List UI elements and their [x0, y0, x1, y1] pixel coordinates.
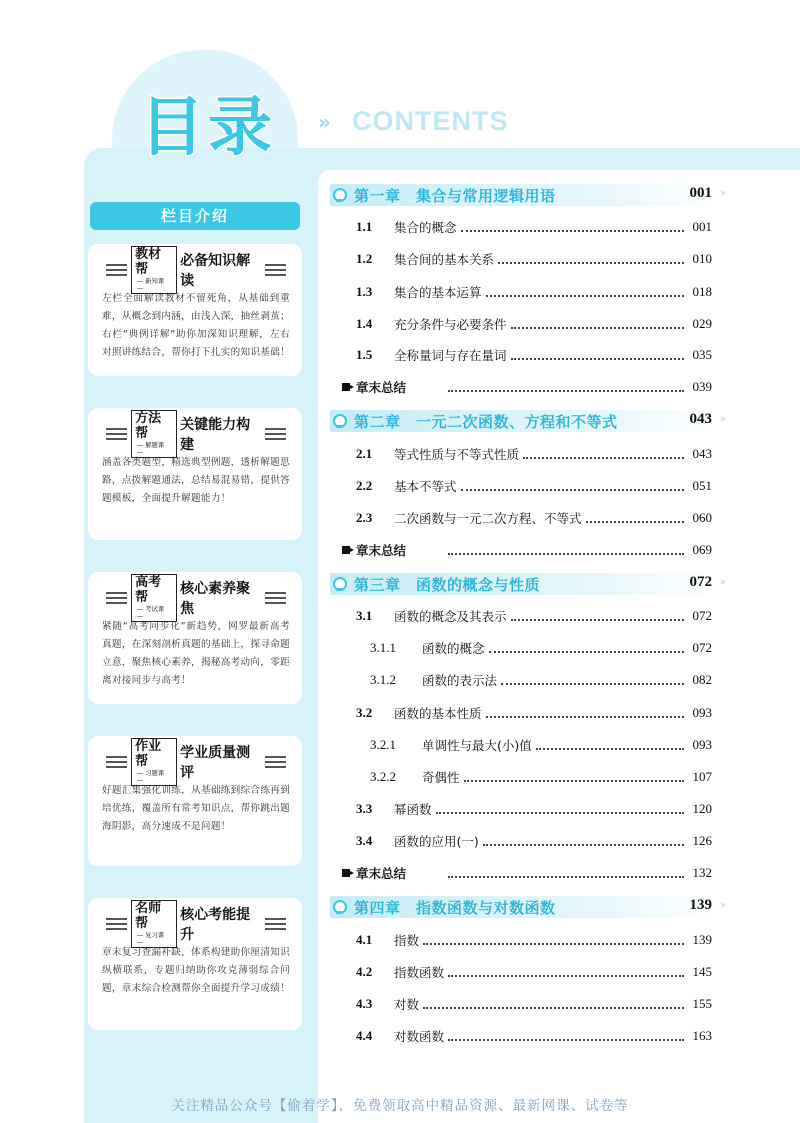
column-tag: 作业帮 — 习题课 —: [131, 738, 177, 786]
toc-entry[interactable]: 1.1 集合的概念 001: [356, 219, 712, 235]
toc-entry[interactable]: 1.2 集合间的基本关系 010: [356, 251, 712, 267]
column-description: 紧随“高考同步化”新趋势，网罗最新高考真题，在深刻剖析真题的基础上，探寻命题立意，聚焦核心素养，揭秘高考动向，零距离对接同步与高考！: [102, 621, 290, 686]
toc-entry[interactable]: 2.2 基本不等式 051: [356, 478, 712, 494]
chapter-title: 第二章 一元二次函数、方程和不等式: [354, 412, 618, 431]
divider-lines-icon: [265, 264, 286, 276]
column-card: [88, 898, 302, 1030]
column-title: 关键能力构建: [180, 417, 251, 453]
toc-entry[interactable]: 3.1.1 函数的概念 072: [370, 640, 712, 656]
divider-lines-icon: [106, 264, 127, 276]
bullet-icon: [342, 546, 350, 554]
column-title: 学业质量测评: [180, 745, 251, 781]
toc-entry[interactable]: 1.3 集合的基本运算 018: [356, 284, 712, 300]
divider-lines-icon: [265, 756, 286, 768]
lightbulb-icon: [330, 896, 348, 918]
chapter-heading[interactable]: [330, 184, 726, 206]
double-chevron-icon: »: [719, 900, 726, 911]
divider-lines-icon: [265, 918, 286, 930]
chapter-title: 第三章 函数的概念与性质: [354, 575, 541, 594]
divider-lines-icon: [265, 592, 286, 604]
toc-entry-summary[interactable]: 章末总结 069: [342, 541, 712, 559]
toc-entry[interactable]: 3.1.2 函数的表示法 082: [370, 672, 712, 688]
toc-entry[interactable]: 3.4 函数的应用(一) 126: [356, 833, 712, 849]
column-tag: 高考帮 — 考试课 —: [131, 574, 177, 622]
column-description: 章末复习查漏补缺，体系构建助你厘清知识纵横联系，专题归纳助你攻克薄弱综合问题，章末综合检测帮你全面提升学习成绩！: [102, 947, 290, 994]
toc-entry[interactable]: 3.3 幂函数 120: [356, 801, 712, 817]
double-chevron-icon: »: [318, 110, 331, 134]
chapter-title: 第一章 集合与常用逻辑用语: [354, 186, 556, 205]
column-title: 核心素养聚焦: [180, 581, 251, 617]
chapter-heading[interactable]: [330, 573, 726, 595]
page-title: 目录: [140, 91, 276, 165]
footer-watermark-text: 关注精品公众号【偷着学】，免费领取高中精品资源、最新网课、试卷等: [171, 1098, 629, 1114]
toc-entry[interactable]: 3.2 函数的基本性质 093: [356, 705, 712, 721]
toc-entry[interactable]: 4.1 指数 139: [356, 932, 712, 948]
column-description: 涵盖各类题型，精选典型例题，透析解题思路，点拨解题通法，总结易混易错，提供答题模板，全面提升解题能力！: [102, 457, 290, 504]
page-subtitle: CONTENTS: [352, 106, 509, 136]
column-card: [88, 408, 302, 540]
column-title: 必备知识解读: [180, 253, 251, 289]
column-card: [88, 572, 302, 704]
toc-entry[interactable]: 4.4 对数函数 163: [356, 1028, 712, 1044]
column-tag: 教材帮 — 新知课 —: [131, 246, 177, 294]
chapter-heading[interactable]: [330, 410, 726, 432]
divider-lines-icon: [106, 918, 127, 930]
chapter-page: 139: [689, 897, 712, 913]
toc-entry-summary[interactable]: 章末总结 132: [342, 864, 712, 882]
column-tag: 方法帮 — 解题课 —: [131, 410, 177, 458]
toc-entry[interactable]: 4.3 对数 155: [356, 996, 712, 1012]
chapter-page: 072: [689, 574, 712, 590]
toc-entry[interactable]: 1.4 充分条件与必要条件 029: [356, 316, 712, 332]
double-chevron-icon: »: [719, 577, 726, 588]
toc-entry[interactable]: 2.1 等式性质与不等式性质 043: [356, 446, 712, 462]
divider-lines-icon: [106, 756, 127, 768]
column-description: 好题汇集强化训练，从基础练到综合练再到培优练，覆盖所有常考知识点，帮你跳出题海阴影，高分速成不是问题！: [102, 785, 290, 832]
chapter-title: 第四章 指数函数与对数函数: [354, 898, 556, 917]
column-card: [88, 736, 302, 866]
lightbulb-icon: [330, 410, 348, 432]
column-description: 左栏全面解读教材不留死角，从基础到重难，从概念到内涵，由浅入深，抽丝剥茧；右栏“典例详解”助你加深知识理解，左右对照讲练结合，帮你打下扎实的知识基础！: [102, 293, 290, 358]
bullet-icon: [342, 383, 350, 391]
bullet-icon: [342, 869, 350, 877]
divider-lines-icon: [106, 428, 127, 440]
toc-entry[interactable]: 4.2 指数函数 145: [356, 964, 712, 980]
column-tag: 名师帮 — 复习课 —: [131, 900, 177, 948]
chapter-heading[interactable]: [330, 896, 726, 918]
divider-lines-icon: [265, 428, 286, 440]
lightbulb-icon: [330, 573, 348, 595]
double-chevron-icon: »: [719, 414, 726, 425]
toc-entry[interactable]: 3.2.1 单调性与最大(小)值 093: [370, 737, 712, 753]
divider-lines-icon: [106, 592, 127, 604]
chapter-page: 043: [689, 411, 712, 427]
sidebar-header: 栏目介绍: [90, 202, 300, 230]
double-chevron-icon: »: [719, 188, 726, 199]
lightbulb-icon: [330, 184, 348, 206]
toc-entry[interactable]: 3.1 函数的概念及其表示 072: [356, 608, 712, 624]
chapter-page: 001: [689, 185, 712, 201]
toc-entry-summary[interactable]: 章末总结 039: [342, 378, 712, 396]
column-card: [88, 244, 302, 376]
toc-entry[interactable]: 3.2.2 奇偶性 107: [370, 769, 712, 785]
toc-entry[interactable]: 1.5 全称量词与存在量词 035: [356, 347, 712, 363]
toc-entry[interactable]: 2.3 二次函数与一元二次方程、不等式 060: [356, 510, 712, 526]
column-title: 核心考能提升: [180, 907, 251, 943]
